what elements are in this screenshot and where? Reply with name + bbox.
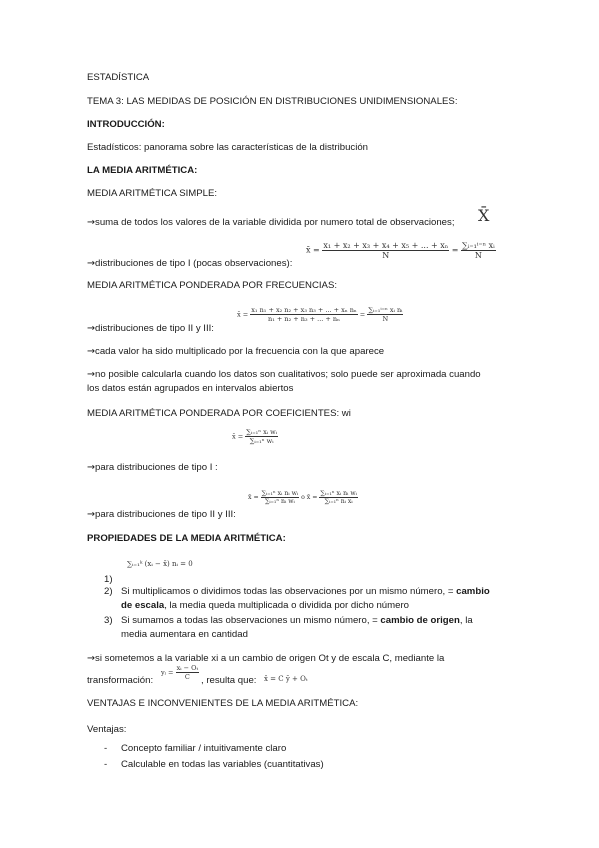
ventajas-label: Ventajas:	[87, 724, 127, 735]
freq-point-3	[87, 369, 481, 381]
formula-fraction-right	[319, 490, 358, 505]
formula-numerator: ∑ᵢ₌₁ⁱ⁼ⁿ xᵢ nᵢ	[368, 306, 403, 314]
prop-3-line-1	[121, 615, 473, 627]
formula-denominator: ∑ᵢ₌₁ⁿ nᵢ wᵢ	[264, 498, 295, 505]
result-formula: x̄ = C ȳ + Oₜ	[264, 675, 308, 683]
arrow-icon: →	[87, 369, 96, 380]
formula-fraction	[250, 306, 357, 323]
formula-fraction-right	[461, 241, 496, 260]
formula-numerator: x₁ n₁ + x₂ n₂ + x₃ n₃ + ... + xₙ nₙ	[251, 306, 357, 314]
coef-point-1-text: para distribuciones de tipo I :	[95, 462, 218, 473]
xbar-symbol: X̄	[478, 206, 490, 225]
prop-3-text: Si sumamos a todas las observaciones un mismo número, =	[121, 615, 378, 626]
ventaja-2: Calculable en todas las variables (cuantitativas)	[121, 759, 324, 770]
arrow-icon: →	[87, 462, 96, 473]
arrow-icon: →	[87, 346, 96, 357]
freq-point-3-text: no posible calcularla cuando los datos son cualitativos; solo puede ser aproximada cuando	[95, 369, 481, 380]
formula-numerator: x₁ + x₂ + x₃ + x₄ + x₅ + ... + xₙ	[323, 241, 449, 250]
freq-mean-formula	[237, 306, 403, 323]
media-heading: LA MEDIA ARITMÉTICA:	[87, 165, 198, 176]
coef-point-1	[87, 462, 218, 474]
transform-text: si sometemos a la variable xi a un cambio de origen Ot y de escala C, mediante la	[95, 653, 445, 664]
freq-point-1-text: distribuciones de tipo II y III:	[95, 323, 214, 334]
coef-formula-2	[248, 490, 358, 505]
arrow-icon: →	[87, 258, 96, 269]
formula-denominator: N	[382, 315, 389, 323]
simple-mean-formula	[306, 241, 496, 260]
simple-heading: MEDIA ARITMÉTICA SIMPLE:	[87, 188, 218, 199]
coef-heading: MEDIA ARITMÉTICA PONDERADA POR COEFICIENTES: wi	[87, 408, 351, 419]
prop-2-number: 2)	[104, 586, 113, 597]
arrow-icon: →	[87, 323, 96, 334]
freq-point-2	[87, 346, 384, 358]
formula-equals: =	[359, 310, 366, 319]
freq-point-2-text: cada valor ha sido multiplicado por la frecuencia con la que aparece	[95, 346, 385, 357]
formula-fraction	[176, 664, 199, 681]
simple-point-2-text: distribuciones de tipo I (pocas observaciones):	[95, 258, 293, 269]
simple-point-1	[87, 217, 455, 229]
formula-denominator: ∑ᵢ₌₁ⁿ wᵢ	[249, 437, 274, 445]
formula-numerator: ∑ᵢ₌₁ⁿ xᵢ nᵢ wᵢ	[320, 490, 357, 497]
freq-point-3-cont: los datos están agrupados en intervalos abiertos	[87, 383, 294, 394]
arrow-icon: →	[87, 217, 96, 228]
formula-lhs: x̄ =	[237, 310, 249, 319]
freq-point-1	[87, 323, 214, 335]
coef-point-2-text: para distribuciones de tipo II y III:	[95, 509, 236, 520]
transform-line-2-label: transformación:	[87, 675, 154, 686]
formula-denominator: ∑ᵢ₌₁ⁿ nᵢ xᵢ	[324, 498, 353, 505]
coef-point-2	[87, 509, 236, 521]
intro-text: Estadísticos: panorama sobre las características de la distribución	[87, 142, 369, 153]
formula-numerator: ∑ᵢ₌₁ⁿ xᵢ nᵢ wᵢ	[261, 490, 299, 497]
formula-fraction	[245, 428, 278, 445]
prop-3-line-2: media aumentara en cantidad	[121, 629, 248, 640]
prop-2-emphasis-2: de escala	[121, 600, 165, 611]
transform-line-1	[87, 653, 444, 665]
formula-lhs: x̄ =	[232, 432, 244, 441]
simple-point-1-text: suma de todos los valores de la variable dividida por numero total de observaciones;	[95, 217, 455, 228]
arrow-icon: →	[87, 509, 96, 520]
coef-formula-1	[232, 428, 278, 445]
formula-fraction	[261, 490, 300, 505]
formula-denominator: n₁ + n₂ + n₃ + ... + nₙ	[268, 315, 340, 323]
topic-title: TEMA 3: LAS MEDIDAS DE POSICIÓN EN DISTRIBUCIONES UNIDIMENSIONALES:	[87, 96, 458, 107]
prop-2-emphasis: cambio	[456, 586, 490, 597]
prop-2-text-2: , la media queda multiplicada o dividida por dicho número	[164, 600, 410, 611]
formula-numerator: ∑ᵢ₌₁ⁿ xᵢ wᵢ	[246, 428, 278, 436]
prop-2-line-2	[121, 600, 409, 612]
formula-or: o x̄ =	[301, 494, 318, 501]
formula-denominator: C	[184, 673, 190, 681]
bullet: -	[104, 743, 108, 754]
formula-equals: =	[451, 245, 459, 255]
doc-title: ESTADÍSTICA	[87, 72, 150, 83]
formula-lhs: yᵢ =	[161, 668, 174, 677]
formula-lhs: x̄ =	[248, 494, 259, 501]
ventaja-1: Concepto familiar / intuitivamente claro	[121, 743, 287, 754]
arrow-icon: →	[87, 653, 96, 664]
formula-numerator: xᵢ − Oₜ	[176, 664, 199, 672]
formula-fraction	[322, 241, 449, 260]
freq-heading: MEDIA ARITMÉTICA PONDERADA POR FRECUENCIAS:	[87, 280, 338, 291]
transform-formula	[161, 664, 199, 681]
prop-1-number: 1)	[104, 574, 113, 585]
formula-numerator: ∑ᵢ₌₁ⁱ⁼ⁿ xᵢ	[462, 241, 495, 250]
props-heading: PROPIEDADES DE LA MEDIA ARITMÉTICA:	[87, 533, 286, 544]
prop-3-emphasis: cambio de origen	[380, 615, 460, 626]
transform-line-2-result-label: , resulta que:	[201, 675, 257, 686]
prop-2-line-1	[121, 586, 490, 598]
prop-3-number: 3)	[104, 615, 113, 626]
formula-denominator: N	[382, 251, 390, 260]
bullet: -	[104, 759, 108, 770]
intro-heading: INTRODUCCIÓN:	[87, 119, 165, 130]
formula-lhs: x̄ =	[306, 245, 320, 255]
prop-1-formula: ∑ᵢ₌₁ᵏ (xᵢ − x̄) nᵢ = 0	[127, 560, 193, 568]
formula-denominator: N	[474, 251, 482, 260]
prop-3-text-2: , la	[459, 615, 473, 626]
formula-fraction-right	[367, 306, 403, 323]
simple-point-2	[87, 258, 292, 270]
prop-2-text: Si multiplicamos o dividimos todas las observaciones por un mismo número, =	[121, 586, 454, 597]
vent-heading: VENTAJAS E INCONVENIENTES DE LA MEDIA ARITMÉTICA:	[87, 698, 359, 709]
